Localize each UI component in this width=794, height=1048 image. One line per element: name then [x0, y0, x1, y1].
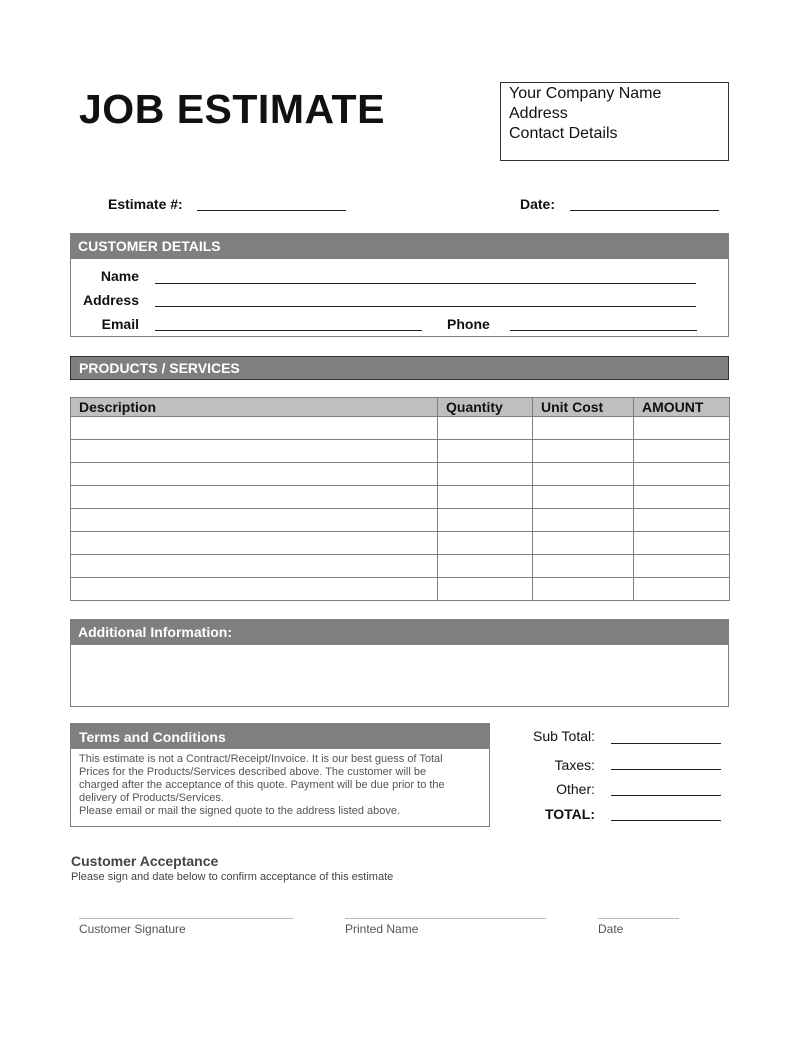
quantity-cell[interactable]	[438, 555, 533, 578]
company-contact: Contact Details	[509, 125, 618, 142]
description-cell[interactable]	[71, 578, 438, 601]
unit-cost-cell[interactable]	[533, 440, 634, 463]
amount-cell[interactable]	[634, 463, 730, 486]
table-row	[71, 555, 730, 578]
terms-line: This estimate is not a Contract/Receipt/Invoice. It is our best guess of Total	[79, 753, 443, 765]
company-info-box	[500, 82, 729, 161]
table-row	[71, 578, 730, 601]
terms-and-conditions-section	[70, 723, 490, 827]
description-cell[interactable]	[71, 440, 438, 463]
table-row	[71, 486, 730, 509]
table-row	[71, 532, 730, 555]
quantity-cell[interactable]	[438, 440, 533, 463]
acceptance-date-field[interactable]	[598, 918, 679, 919]
taxes-field[interactable]	[611, 769, 721, 770]
description-cell[interactable]	[71, 532, 438, 555]
amount-cell[interactable]	[634, 555, 730, 578]
quantity-cell[interactable]	[438, 578, 533, 601]
customer-name-field[interactable]	[155, 283, 696, 284]
quantity-cell[interactable]	[438, 486, 533, 509]
unit-cost-cell[interactable]	[533, 417, 634, 440]
quantity-cell[interactable]	[438, 463, 533, 486]
acceptance-title: Customer Acceptance	[71, 853, 219, 869]
unit-cost-cell[interactable]	[533, 486, 634, 509]
table-row	[71, 463, 730, 486]
customer-details-header: CUSTOMER DETAILS	[70, 233, 729, 259]
date-label: Date:	[520, 196, 556, 212]
customer-phone-field[interactable]	[510, 330, 697, 331]
column-header-quantity: Quantity	[438, 398, 533, 417]
unit-cost-cell[interactable]	[533, 532, 634, 555]
total-field[interactable]	[611, 820, 721, 821]
quantity-cell[interactable]	[438, 509, 533, 532]
unit-cost-cell[interactable]	[533, 578, 634, 601]
taxes-label: Taxes:	[554, 757, 595, 773]
customer-address-label: Address	[82, 292, 139, 308]
customer-phone-label: Phone	[447, 316, 490, 332]
description-cell[interactable]	[71, 555, 438, 578]
column-header-amount: AMOUNT	[634, 398, 730, 417]
printed-name-label: Printed Name	[345, 922, 419, 936]
terms-line: Prices for the Products/Services described above. The customer will be	[79, 766, 427, 778]
amount-cell[interactable]	[634, 417, 730, 440]
column-header-unit-cost: Unit Cost	[533, 398, 634, 417]
acceptance-subtitle: Please sign and date below to confirm acceptance of this estimate	[71, 871, 394, 883]
customer-address-field[interactable]	[155, 306, 696, 307]
description-cell[interactable]	[71, 417, 438, 440]
customer-signature-field[interactable]	[79, 918, 293, 919]
terms-line: Please email or mail the signed quote to the address listed above.	[79, 805, 401, 817]
customer-email-label: Email	[101, 316, 139, 332]
table-row	[71, 440, 730, 463]
estimate-number-field[interactable]	[197, 210, 346, 211]
column-header-description: Description	[71, 398, 438, 417]
company-name: Your Company Name	[509, 85, 662, 102]
quantity-cell[interactable]	[438, 417, 533, 440]
quantity-cell[interactable]	[438, 532, 533, 555]
company-address: Address	[509, 105, 568, 122]
customer-name-label: Name	[100, 268, 139, 284]
unit-cost-cell[interactable]	[533, 463, 634, 486]
amount-cell[interactable]	[634, 578, 730, 601]
terms-header: Terms and Conditions	[71, 724, 489, 749]
customer-signature-label: Customer Signature	[79, 922, 186, 936]
printed-name-field[interactable]	[345, 918, 546, 919]
page-title: JOB ESTIMATE	[79, 86, 385, 132]
other-label: Other:	[556, 781, 595, 797]
description-cell[interactable]	[71, 463, 438, 486]
unit-cost-cell[interactable]	[533, 555, 634, 578]
table-row	[71, 417, 730, 440]
date-field[interactable]	[570, 210, 719, 211]
total-label: TOTAL:	[544, 806, 595, 822]
other-field[interactable]	[611, 795, 721, 796]
customer-email-field[interactable]	[155, 330, 422, 331]
amount-cell[interactable]	[634, 532, 730, 555]
terms-body	[71, 749, 489, 818]
amount-cell[interactable]	[634, 440, 730, 463]
amount-cell[interactable]	[634, 509, 730, 532]
products-table	[70, 397, 730, 601]
terms-line: charged after the acceptance of this quote. Payment will be due prior to the	[79, 779, 445, 791]
estimate-number-label: Estimate #:	[108, 196, 183, 212]
products-table-header-row	[71, 398, 730, 417]
products-services-header: PRODUCTS / SERVICES	[70, 356, 729, 380]
acceptance-date-label: Date	[598, 922, 624, 936]
table-row	[71, 509, 730, 532]
terms-line: delivery of Products/Services.	[79, 792, 224, 804]
subtotal-field[interactable]	[611, 743, 721, 744]
description-cell[interactable]	[71, 486, 438, 509]
unit-cost-cell[interactable]	[533, 509, 634, 532]
description-cell[interactable]	[71, 509, 438, 532]
subtotal-label: Sub Total:	[532, 728, 595, 744]
amount-cell[interactable]	[634, 486, 730, 509]
additional-information-header: Additional Information:	[70, 619, 729, 645]
